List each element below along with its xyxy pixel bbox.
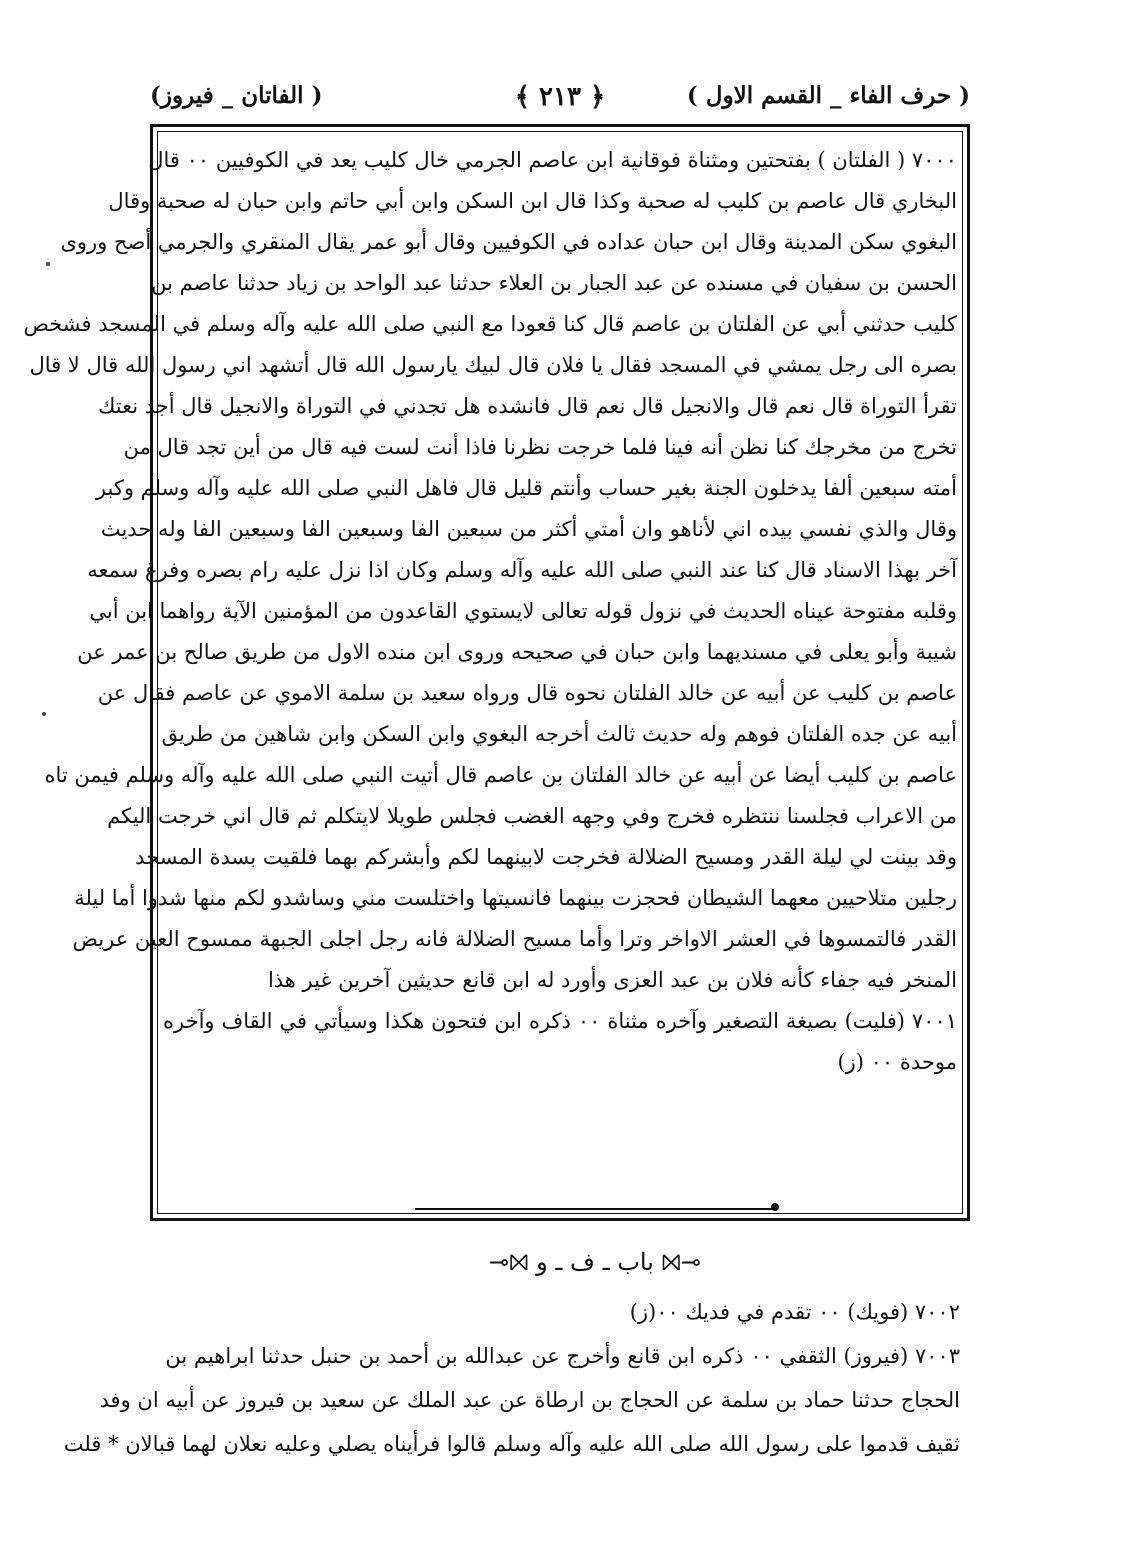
text-line: البخاري قال عاصم بن كليب له صحبة وكذا قال ابن السكن وابن أبي حاتم وابن حبان له صحبة وقال [108, 189, 957, 213]
text-line: ثقيف قدموا على رسول الله صلى الله عليه وآله وسلم قالوا فرأيناه يصلي وعليه نعلان لهما قبالان * قلت [63, 1432, 960, 1456]
text-line: أمته سبعين ألفا يدخلون الجنة بغير حساب وأنتم قليل قال فاهل النبي صلى الله عليه وآله وسلم وكبر [95, 476, 957, 500]
text-line: ٧٠٠٠ ( الفلتان ) بفتحتين ومثناة فوقانية ابن عاصم الجرمي خال كليب يعد في الكوفيين ٠٠ قال [148, 148, 957, 172]
text-line: ٧٠٠٣ (فيروز) الثقفي ٠٠ ذكره ابن قانع وأخرج عن عبدالله بن أحمد بن حنبل حدثنا ابراهيم بن [165, 1344, 960, 1368]
text-line: المنخر فيه جفاء كأنه فلان بن عبد العزى وأورد له ابن قانع حديثين آخرين غير هذا [267, 968, 957, 992]
chapter-heading: ⊸⨝ باب ـ ف ـ و ⨝⊸ [489, 1248, 701, 1276]
text-line: آخر بهذا الاسناد قال كنا عند النبي صلى الله عليه وآله وسلم وكان اذا نزل عليه رام بصره وفرغ سمعه [87, 558, 957, 582]
text-line: القدر فالتمسوها في العشر الاواخر وترا وأما مسيح الضلالة فانه رجل اجلى الجبهة ممسوح العين عريض [72, 927, 957, 951]
scan-speck [46, 262, 50, 266]
text-line: ٧٠٠٢ (فويك) ٠٠ تقدم في فديك ٠٠(ز) [629, 1300, 960, 1324]
text-line: شيبة وأبو يعلى في مسنديهما وابن حبان في صحيحه وروى ابن منده الاول من طريق صالح بن عمر عن [77, 640, 957, 664]
page-header [150, 82, 970, 122]
section-divider [415, 1208, 777, 1210]
header-entry-range: ( الفاتان _ فيروز) [150, 82, 323, 109]
text-line: عاصم بن كليب أيضا عن أبيه عن خالد الفلتان بن عاصم قال أتيت النبي صلى الله عليه وآله وسلم فيمن تاه [44, 763, 957, 787]
text-line: رجلين متلاحيين معهما الشيطان فحجزت بينهما فانسيتها واختلست مني وساشدو لكم منها شدوا أما ليلة [74, 886, 957, 910]
text-line: موحدة ٠٠ (ز) [837, 1050, 957, 1074]
text-line: أبيه عن جده الفلتان فوهم وله حديث ثالث أخرجه البغوي وابن السكن وابن شاهين من طريق [161, 722, 957, 746]
text-line: البغوي سكن المدينة وقال ابن حبان عداده في الكوفيين وقال أبو عمر يقال المنقري والجرمي أصح وروى [60, 230, 957, 254]
lower-text-block [63, 1290, 960, 1466]
text-line: وقال والذي نفسي بيده اني لأناهو وان أمتي أكثر من سبعين الفا وسبعين الفا وسبعين الفا وله حديث [100, 517, 957, 541]
text-line: بصره الى رجل يمشي في المسجد فقال يا فلان قال لبيك يارسول الله قال أتشهد اني رسول الله قال لا قال [29, 353, 957, 377]
text-line: الحسن بن سفيان في مسنده عن عبد الجبار بن العلاء حدثنا عبد الواحد بن زياد حدثنا عاصم بن [151, 271, 957, 295]
text-line: من الاعراب فجلسنا ننتظره فخرج وفي وجهه الغضب فجلس طويلا لايتكلم ثم قال اني خرجت اليكم [107, 804, 957, 828]
scan-speck [42, 712, 46, 716]
text-line: تخرج من مخرجك كنا نظن أنه فينا فلما خرجت نظرنا فاذا أنت لست فيه قال من أين تجد قال من [123, 435, 957, 459]
text-line: عاصم بن كليب عن أبيه عن خالد الفلتان نحوه قال ورواه سعيد بن سلمة الاموي عن عاصم فقال عن [97, 681, 957, 705]
text-line: وقد بينت لي ليلة القدر ومسيح الضلالة فخرجت لابينهما لكم وأبشركم بهما فلقيت بسدة المسجد [135, 845, 957, 869]
header-page-number: ﴿ ٢١٣ ﴾ [514, 82, 606, 112]
header-section-title: ( حرف الفاء _ القسم الاول ) [686, 82, 970, 109]
divider-ornament [771, 1203, 779, 1211]
main-text-block [23, 140, 958, 1083]
text-line: وقلبه مفتوحة عيناه الحديث في نزول قوله تعالى لايستوي القاعدون من المؤمنين الآية رواهما ابن أبي [89, 599, 957, 623]
text-line: الحجاج حدثنا حماد بن سلمة عن الحجاج بن ارطاة عن عبد الملك عن سعيد بن فيروز عن أبيه ان وفد [99, 1388, 960, 1412]
text-line: تقرأ التوراة قال نعم قال والانجيل قال نعم قال فانشده هل تجدني في التوراة والانجيل قال أجد نعتك [98, 394, 957, 418]
text-line: ٧٠٠١ (فليت) بصيغة التصغير وآخره مثناة ٠٠ ذكره ابن فتحون هكذا وسيأتي في القاف وآخره [163, 1009, 958, 1033]
text-line: كليب حدثني أبي عن الفلتان بن عاصم قال كنا قعودا مع النبي صلى الله عليه وآله وسلم في المسجد فشخص [23, 312, 957, 336]
